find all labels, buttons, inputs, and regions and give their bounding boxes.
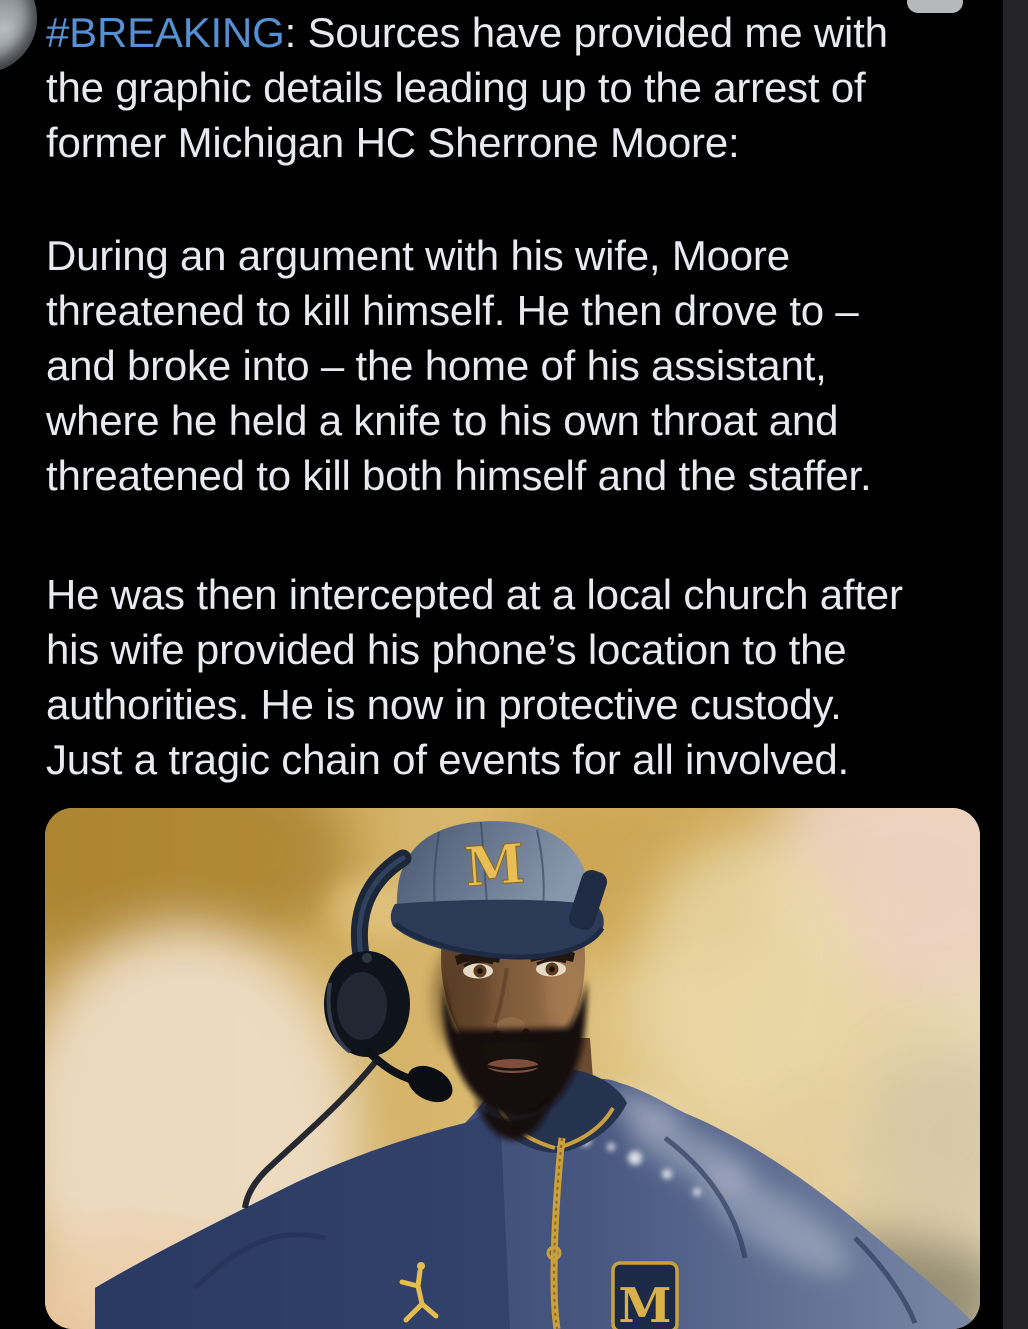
tweet-photo[interactable] [45, 808, 980, 1329]
tweet-line-text: : Sources have provided me with [284, 9, 888, 56]
patch-m-letter: M [618, 1278, 672, 1329]
tweet-line: where he held a knife to his own throat and [46, 397, 839, 444]
tweet-line: Just a tragic chain of events for all involved. [46, 736, 850, 783]
tweet-line: threatened to kill both himself and the staffer. [46, 452, 872, 499]
coach-photo-illustration [45, 808, 980, 1329]
tweet-paragraph [46, 5, 903, 170]
tweet-line: He was then intercepted at a local church after [46, 571, 903, 618]
screen-edge-strip [1003, 0, 1028, 1329]
m-patch [613, 1263, 677, 1329]
tweet-line [46, 9, 888, 56]
tweet-paragraph [46, 567, 903, 787]
cap-m-logo: M [462, 831, 527, 900]
tweet-line: the graphic details leading up to the arrest of [46, 64, 866, 111]
tweet-line: authorities. He is now in protective custody. [46, 681, 842, 728]
tweet-line: During an argument with his wife, Moore [46, 232, 790, 279]
tweet-line: his wife provided his phone’s location to the [46, 626, 847, 673]
tweet-line: and broke into – the home of his assistant, [46, 342, 827, 389]
partial-ui-pill [907, 0, 963, 13]
headset-earcup [324, 951, 410, 1057]
tweet-line: threatened to kill himself. He then drove to – [46, 287, 859, 334]
tweet-paragraph [46, 228, 903, 503]
tweet-text [46, 5, 903, 845]
avatar[interactable] [0, 0, 37, 73]
lips [487, 1059, 539, 1073]
tweet-line: former Michigan HC Sherrone Moore: [46, 119, 740, 166]
hashtag-link[interactable]: #BREAKING [46, 9, 285, 56]
